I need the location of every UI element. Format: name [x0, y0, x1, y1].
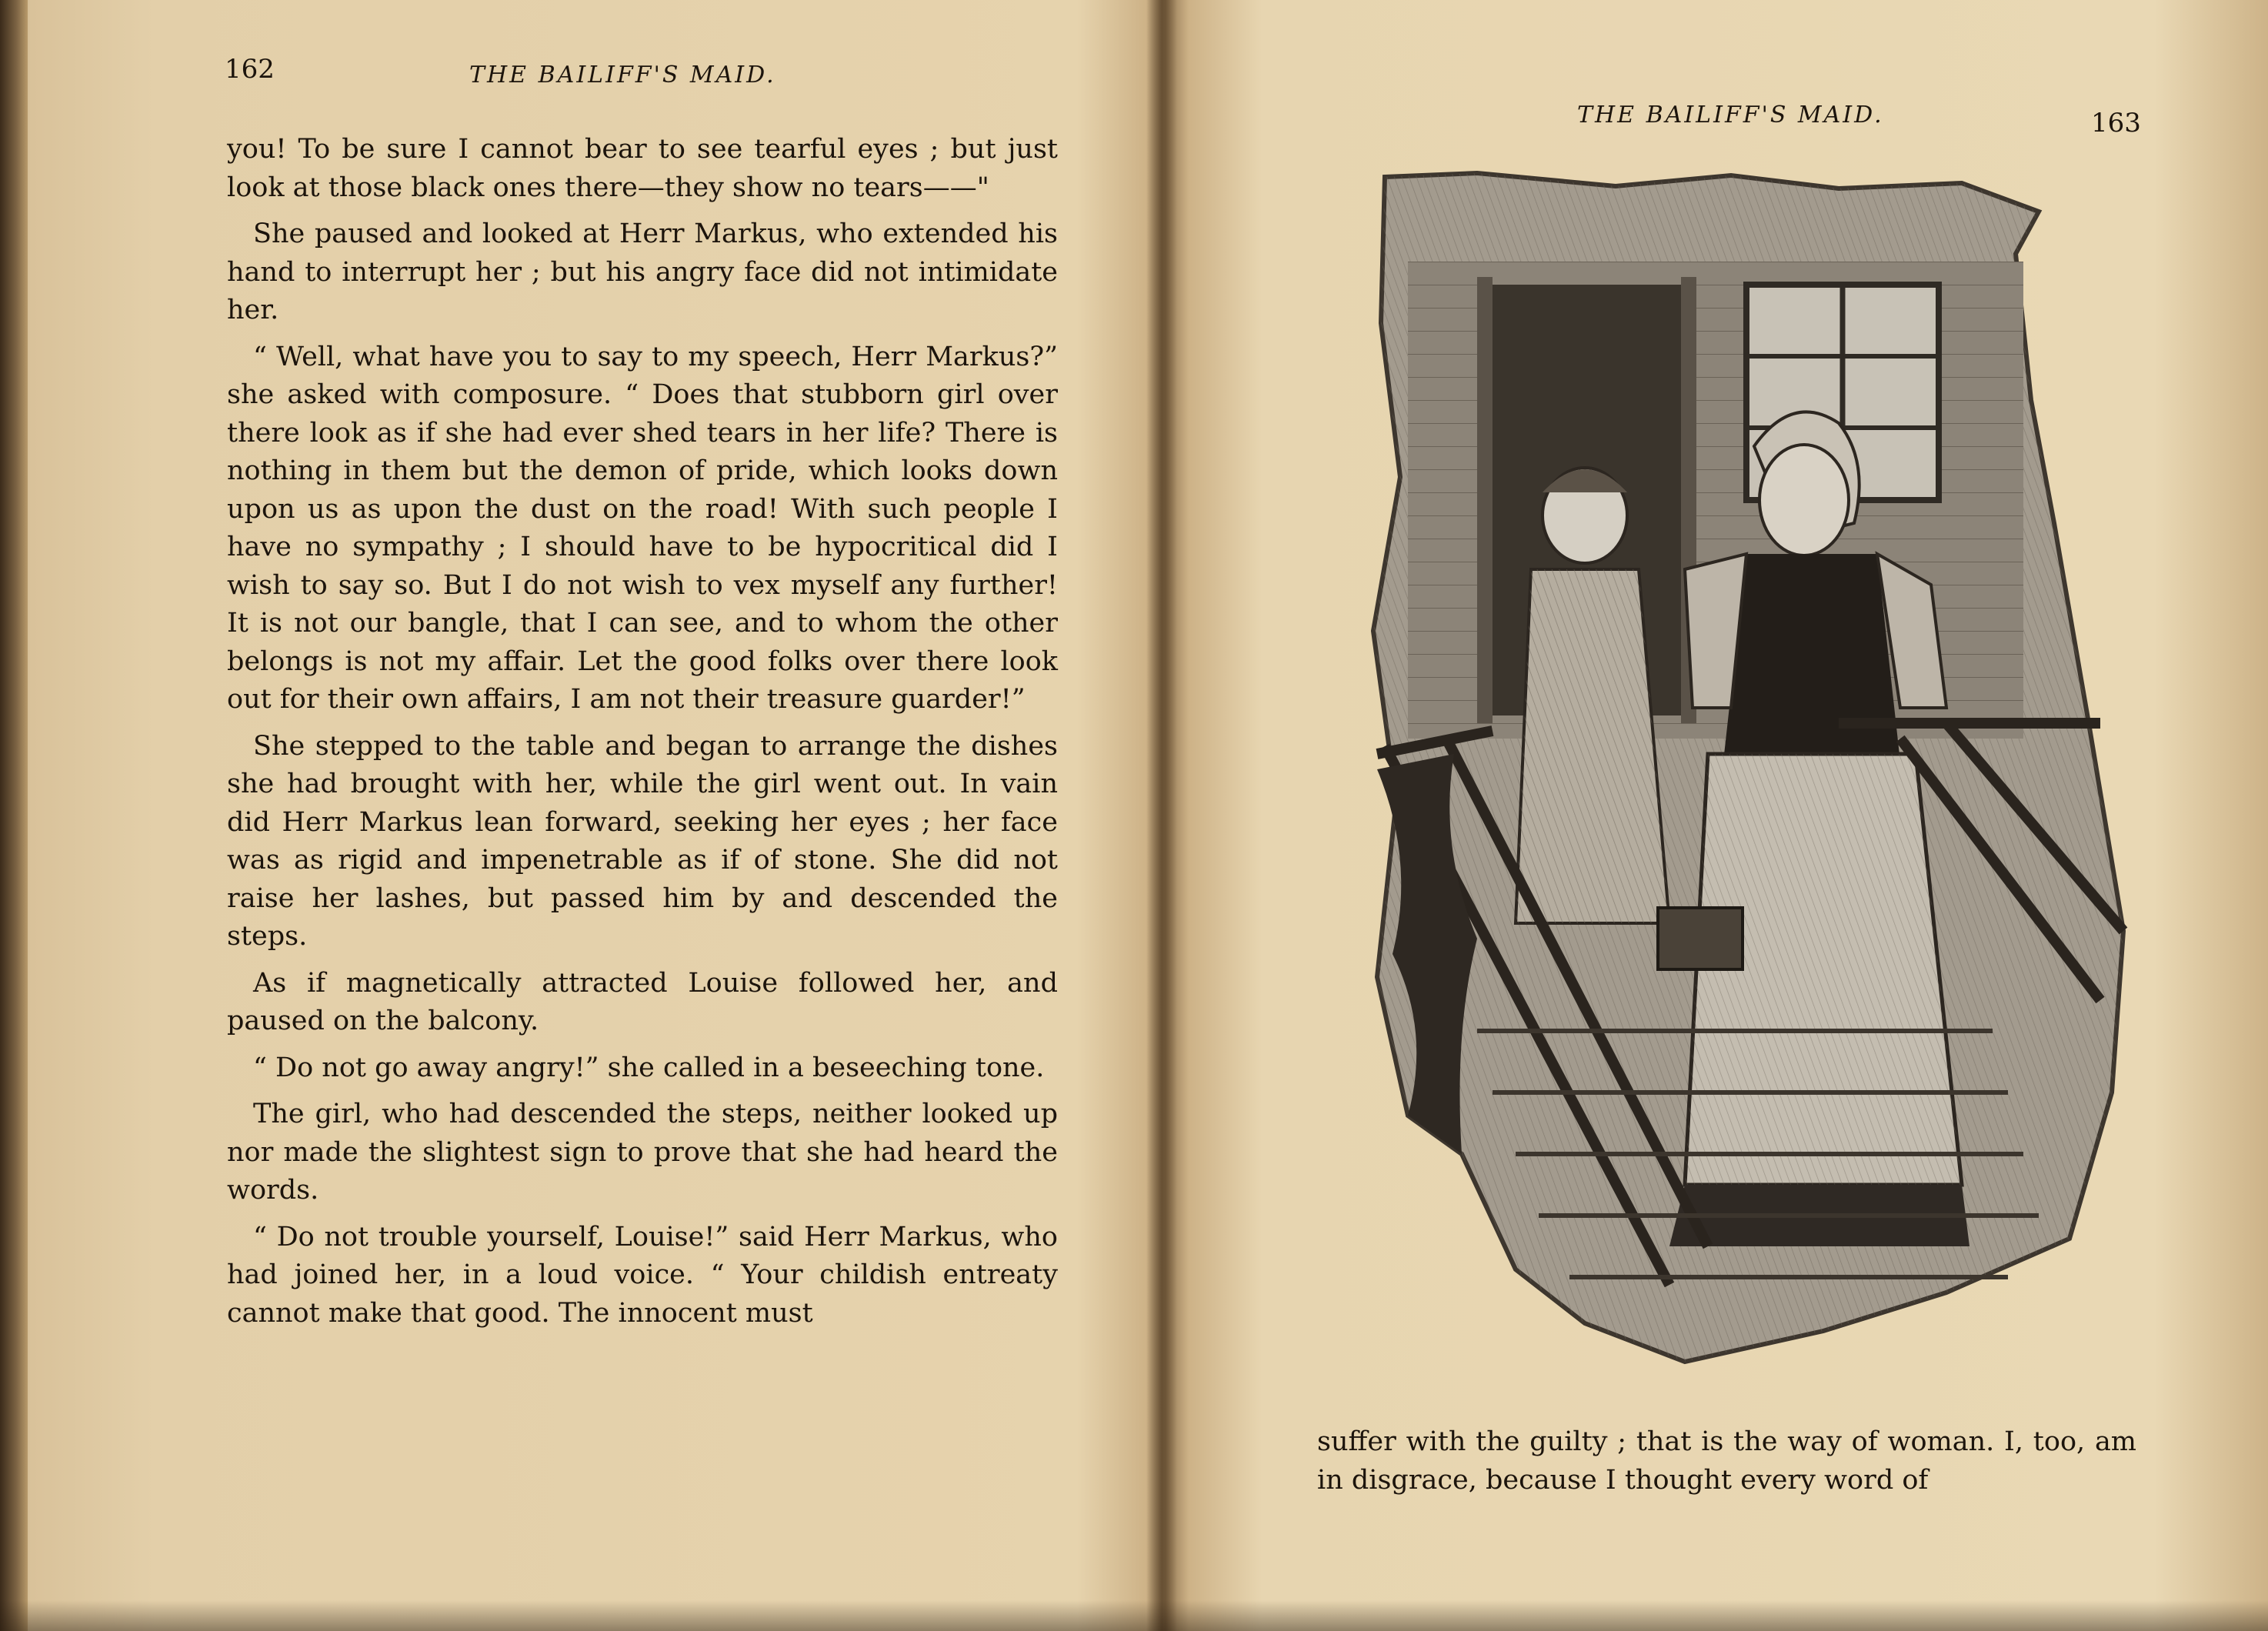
book-gutter [1146, 0, 1177, 1631]
engraving-illustration [1362, 169, 2131, 1400]
paragraph: you! To be sure I cannot bear to see tearful eyes ; but just look at those black ones there—they show no tears——" [227, 134, 1058, 203]
left-page-number: 162 [225, 54, 275, 85]
right-page-text [1317, 1423, 2136, 1508]
paragraph: She paused and looked at Herr Markus, who extended his hand to interrupt her ; but his angry face did not intimidate her. [227, 218, 1058, 325]
paragraph: “ Do not trouble yourself, Louise!” said Herr Markus, who had joined her, in a loud voice. “ Your childish entreaty cannot make that good. The innocent must [227, 1221, 1058, 1329]
book-edge [0, 0, 28, 1631]
left-page [31, 0, 1146, 1631]
paragraph: suffer with the guilty ; that is the way of woman. I, too, am in disgrace, because I thought every word of [1317, 1426, 2136, 1496]
right-running-head: THE BAILIFF'S MAID. [1577, 102, 1884, 128]
page-bottom-shadow [0, 1600, 2268, 1631]
engraving-drawing [1362, 169, 2131, 1400]
paragraph: “ Well, what have you to say to my speech, Herr Markus?” she asked with composure. “ Does that stubborn girl over there look as if she had ever shed tears in her life? There is nothing in them but the demon of pride, which looks down upon us as upon the dust on the road! With such people I have no sympathy ; I should have to be hypocritical did I wish to say so. But I do not wish to vex myself any further! It is not our bangle, that I can see, and to whom the other belongs is not my affair. Let the good folks over there look out for their own affairs, I am not their treasure guarder!” [227, 341, 1058, 715]
right-page-number: 163 [2091, 108, 2141, 138]
left-page-text [227, 131, 1058, 1341]
paragraph: “ Do not go away angry!” she called in a beseeching tone. [253, 1052, 1045, 1083]
left-running-head: THE BAILIFF'S MAID. [469, 62, 776, 88]
paragraph: As if magnetically attracted Louise followed her, and paused on the balcony. [227, 967, 1058, 1036]
paragraph: The girl, who had descended the steps, neither looked up nor made the slightest sign to prove that she had heard the words. [227, 1099, 1058, 1206]
paragraph: She stepped to the table and began to arrange the dishes she had brought with her, while the girl went out. In vain did Herr Markus lean forward, seeking her eyes ; her face was as rigid and impenetrable as if of stone. She did not raise her lashes, but passed him by and descended the steps. [227, 730, 1058, 952]
